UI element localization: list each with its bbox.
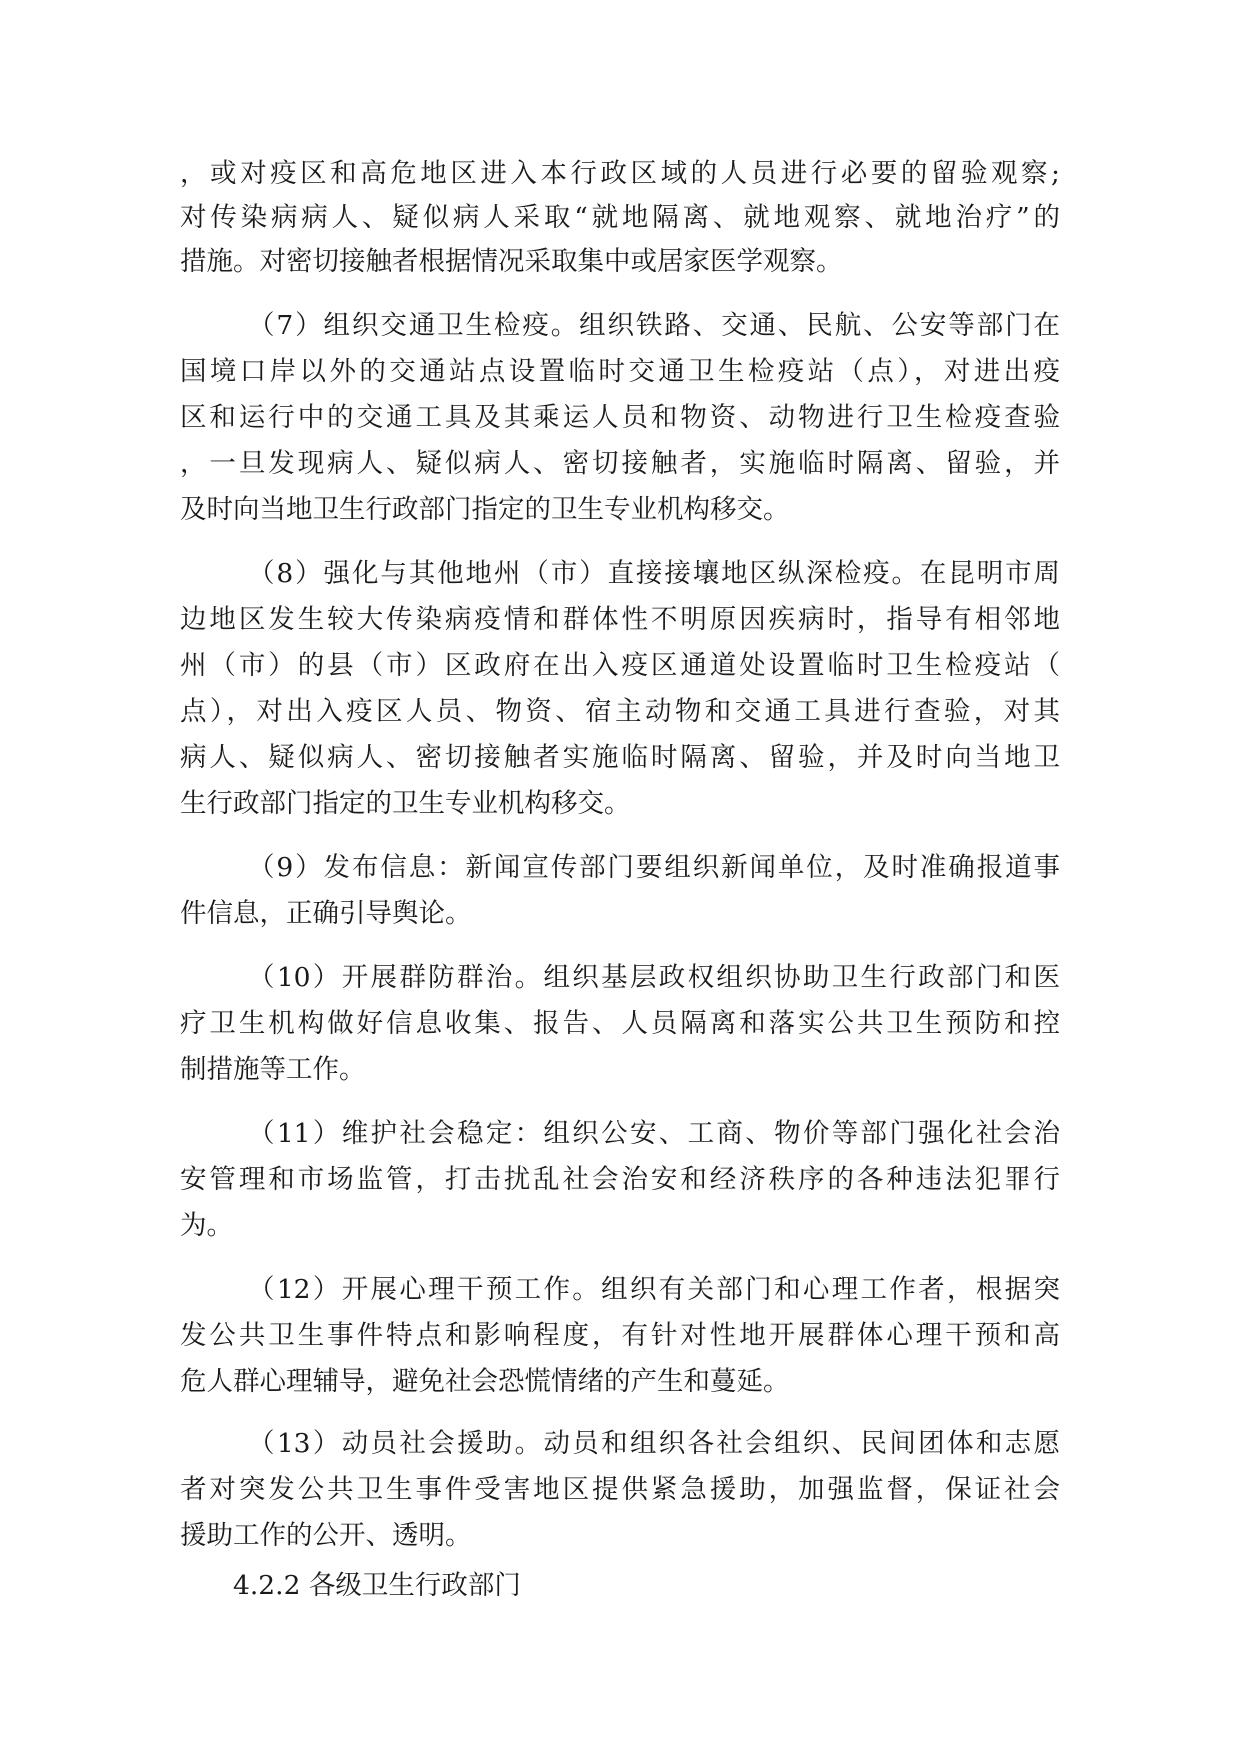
text-line: 危人群心理辅导，避免社会恐慌情绪的产生和蔓延。 bbox=[180, 1366, 790, 1397]
text-line: 援助工作的公开、透明。 bbox=[180, 1520, 472, 1551]
text-line: ，或对疫区和高危地区进入本行政区域的人员进行必要的留验观察; bbox=[180, 158, 1060, 189]
text-line: 件信息，正确引导舆论。 bbox=[180, 898, 472, 929]
text-line: 安管理和市场监管，打击扰乱社会治安和经济秩序的各种违法犯罪行 bbox=[180, 1164, 1060, 1195]
text-line: 发公共卫生事件特点和影响程度，有针对性地开展群体心理干预和高 bbox=[180, 1320, 1060, 1351]
text-line: （13）动员社会援助。动员和组织各社会组织、民间团体和志愿 bbox=[248, 1428, 1060, 1459]
text-line: （10）开展群防群治。组织基层政权组织协助卫生行政部门和医 bbox=[248, 962, 1060, 993]
text-line: 措施。对密切接触者根据情况采取集中或居家医学观察。 bbox=[180, 246, 843, 277]
text-line: 州（市）的县（市）区政府在出入疫区通道处设置临时卫生检疫站（ bbox=[180, 650, 1060, 681]
text-line: 区和运行中的交通工具及其乘运人员和物资、动物进行卫生检疫查验 bbox=[180, 402, 1060, 433]
text-line: 为。 bbox=[180, 1210, 233, 1241]
text-line: （9）发布信息：新闻宣传部门要组织新闻单位，及时准确报道事 bbox=[248, 852, 1060, 883]
text-line: 边地区发生较大传染病疫情和群体性不明原因疾病时，指导有相邻地 bbox=[180, 604, 1060, 635]
text-line: 生行政部门指定的卫生专业机构移交。 bbox=[180, 788, 631, 819]
text-line: 点），对出入疫区人员、物资、宿主动物和交通工具进行查验，对其 bbox=[180, 696, 1060, 727]
text-line: （12）开展心理干预工作。组织有关部门和心理工作者，根据突 bbox=[248, 1274, 1060, 1305]
text-line: 国境口岸以外的交通站点设置临时交通卫生检疫站（点），对进出疫 bbox=[180, 356, 1060, 387]
text-line: （8）强化与其他地州（市）直接接壤地区纵深检疫。在昆明市周 bbox=[248, 558, 1060, 589]
text-line: 制措施等工作。 bbox=[180, 1054, 366, 1085]
text-line: 者对突发公共卫生事件受害地区提供紧急援助，加强监督，保证社会 bbox=[180, 1474, 1060, 1505]
text-line: （11）维护社会稳定：组织公安、工商、物价等部门强化社会治 bbox=[248, 1118, 1060, 1149]
text-line: 及时向当地卫生行政部门指定的卫生专业机构移交。 bbox=[180, 494, 790, 525]
text-line: ，一旦发现病人、疑似病人、密切接触者，实施临时隔离、留验，并 bbox=[180, 448, 1060, 479]
text-line: （7）组织交通卫生检疫。组织铁路、交通、民航、公安等部门在 bbox=[248, 310, 1060, 341]
section-heading: 4.2.2 各级卫生行政部门 bbox=[233, 1570, 521, 1601]
text-line: 病人、疑似病人、密切接触者实施临时隔离、留验，并及时向当地卫 bbox=[180, 742, 1060, 773]
text-line: 对传染病病人、疑似病人采取“就地隔离、就地观察、就地治疗”的 bbox=[180, 202, 1060, 233]
text-line: 疗卫生机构做好信息收集、报告、人员隔离和落实公共卫生预防和控 bbox=[180, 1008, 1060, 1039]
